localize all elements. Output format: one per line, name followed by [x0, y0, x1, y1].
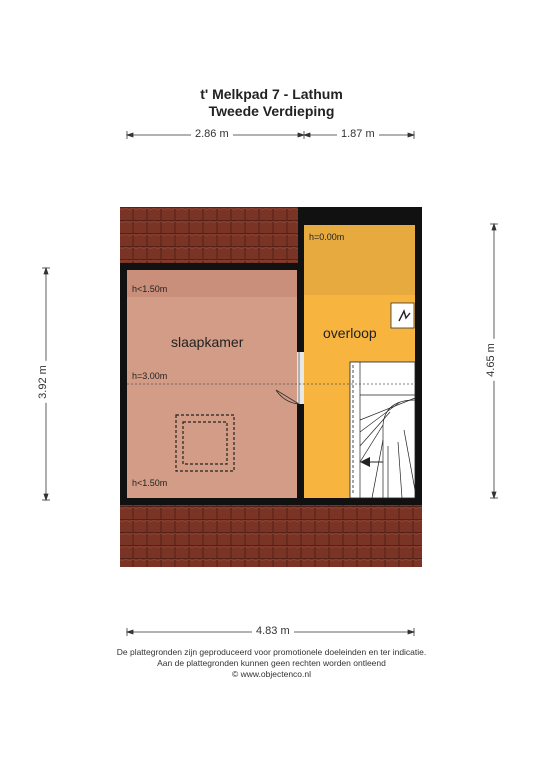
ventilation-icon — [391, 303, 414, 328]
roof-top — [120, 207, 300, 267]
roof-bottom — [120, 503, 422, 567]
dimension-top-right: 1.87 m — [337, 128, 379, 140]
height-label-overloop: h=0.00m — [309, 232, 345, 242]
dimension-bottom: 4.83 m — [252, 625, 294, 637]
dimension-right: 4.65 m — [485, 339, 497, 381]
floor-name: Tweede Verdieping — [208, 103, 335, 119]
dimension-left: 3.92 m — [37, 361, 49, 403]
room-label-slaapkamer: slaapkamer — [171, 334, 244, 350]
height-label-slaapkamer-top: h<1.50m — [132, 284, 168, 294]
plan-title: t' Melkpad 7 - Lathum — [200, 86, 343, 102]
disclaimer-line-1: De plattegronden zijn geproduceerd voor promotionele doeleinden en ter indicatie. — [116, 647, 427, 657]
height-label-slaapkamer-bottom: h<1.50m — [132, 478, 168, 488]
staircase — [350, 362, 415, 498]
disclaimer-line-2: Aan de plattegronden kunnen geen rechten worden ontleend — [157, 658, 386, 668]
door-opening — [297, 352, 304, 404]
dimension-top-left: 2.86 m — [191, 128, 233, 140]
room-label-overloop: overloop — [323, 325, 377, 341]
copyright: © www.objectenco.nl — [231, 669, 312, 679]
height-label-slaapkamer-mid: h=3.00m — [132, 371, 168, 381]
